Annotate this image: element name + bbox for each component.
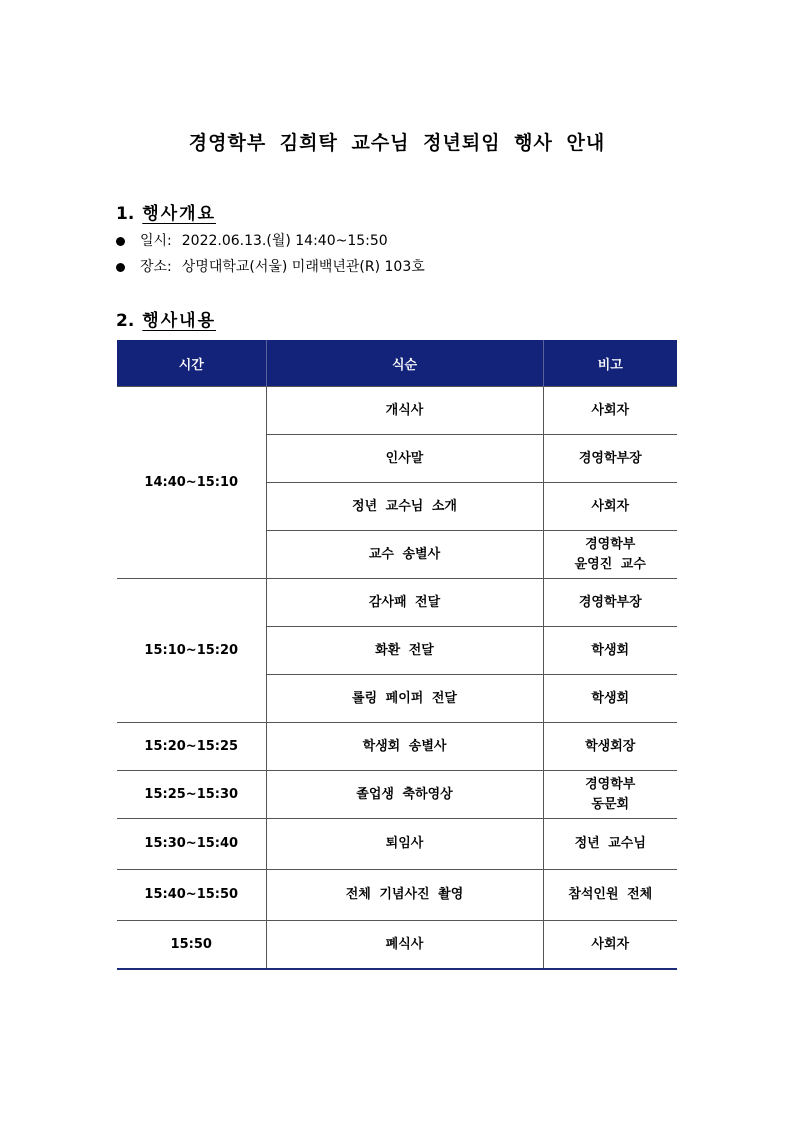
note-line: 사회자 xyxy=(591,936,630,952)
note-line: 경영학부장 xyxy=(578,450,642,466)
note-line: 경영학부장 xyxy=(578,594,642,610)
table-row xyxy=(117,579,677,627)
program-cell: 인사말 xyxy=(266,435,543,483)
program-cell: 교수 송별사 xyxy=(266,531,543,579)
section-number: 2. xyxy=(116,311,135,331)
time-cell: 15:25~15:30 xyxy=(117,771,266,819)
list-item-date xyxy=(116,228,425,254)
note-line: 학생회 xyxy=(591,690,630,706)
note-cell xyxy=(543,819,677,870)
section-number: 1. xyxy=(116,204,135,224)
table-row xyxy=(117,723,677,771)
note-cell xyxy=(543,675,677,723)
list-item-location xyxy=(116,254,425,280)
table-row xyxy=(117,921,677,970)
note-line: 경영학부 xyxy=(585,536,636,552)
note-cell xyxy=(543,579,677,627)
note-cell xyxy=(543,483,677,531)
note-cell xyxy=(543,921,677,970)
table-row xyxy=(117,387,677,435)
program-cell: 감사패 전달 xyxy=(266,579,543,627)
program-cell: 개식사 xyxy=(266,387,543,435)
note-cell xyxy=(543,531,677,579)
note-line: 동문회 xyxy=(591,796,630,812)
table-row xyxy=(117,870,677,921)
table-row xyxy=(117,819,677,870)
overview-list xyxy=(116,228,425,280)
date-value: 2022.06.13.(월) 14:40~15:50 xyxy=(181,233,388,249)
program-cell: 졸업생 축하영상 xyxy=(266,771,543,819)
note-cell xyxy=(543,627,677,675)
header-time: 시간 xyxy=(117,340,266,387)
page-title: 경영학부 김희탁 교수님 정년퇴임 행사 안내 xyxy=(188,132,606,154)
program-cell: 전체 기념사진 촬영 xyxy=(266,870,543,921)
time-cell: 15:50 xyxy=(117,921,266,970)
time-cell: 15:20~15:25 xyxy=(117,723,266,771)
location-label: 장소: xyxy=(140,259,172,275)
note-line: 정년 교수님 xyxy=(574,836,646,851)
note-line: 사회자 xyxy=(591,402,630,418)
bullet-icon xyxy=(116,237,125,246)
program-cell: 정년 교수님 소개 xyxy=(266,483,543,531)
section-title: 행사내용 xyxy=(142,311,216,331)
header-note: 비고 xyxy=(543,340,677,387)
program-cell: 퇴임사 xyxy=(266,819,543,870)
note-line: 윤영진 교수 xyxy=(574,556,646,572)
note-line: 사회자 xyxy=(591,498,630,514)
schedule-table xyxy=(117,340,677,970)
table-header-row xyxy=(117,340,677,387)
time-cell: 15:30~15:40 xyxy=(117,819,266,870)
section-heading-program xyxy=(116,306,216,331)
time-cell: 14:40~15:10 xyxy=(117,387,266,579)
date-label: 일시: xyxy=(140,233,172,249)
note-line: 학생회 xyxy=(591,642,630,658)
program-cell: 학생회 송별사 xyxy=(266,723,543,771)
program-cell: 폐식사 xyxy=(266,921,543,970)
time-cell: 15:10~15:20 xyxy=(117,579,266,723)
note-line: 참석인원 전체 xyxy=(568,887,653,902)
note-cell xyxy=(543,723,677,771)
note-cell xyxy=(543,387,677,435)
program-cell: 롤링 페이퍼 전달 xyxy=(266,675,543,723)
time-cell: 15:40~15:50 xyxy=(117,870,266,921)
location-value: 상명대학교(서울) 미래백년관(R) 103호 xyxy=(181,259,425,275)
note-cell xyxy=(543,435,677,483)
note-cell xyxy=(543,870,677,921)
section-title: 행사개요 xyxy=(142,204,216,224)
note-line: 경영학부 xyxy=(585,776,636,792)
header-program: 식순 xyxy=(266,340,543,387)
program-cell: 화환 전달 xyxy=(266,627,543,675)
note-cell xyxy=(543,771,677,819)
section-heading-overview xyxy=(116,199,216,224)
bullet-icon xyxy=(116,263,125,272)
note-line: 학생회장 xyxy=(585,738,636,754)
table-row xyxy=(117,771,677,819)
